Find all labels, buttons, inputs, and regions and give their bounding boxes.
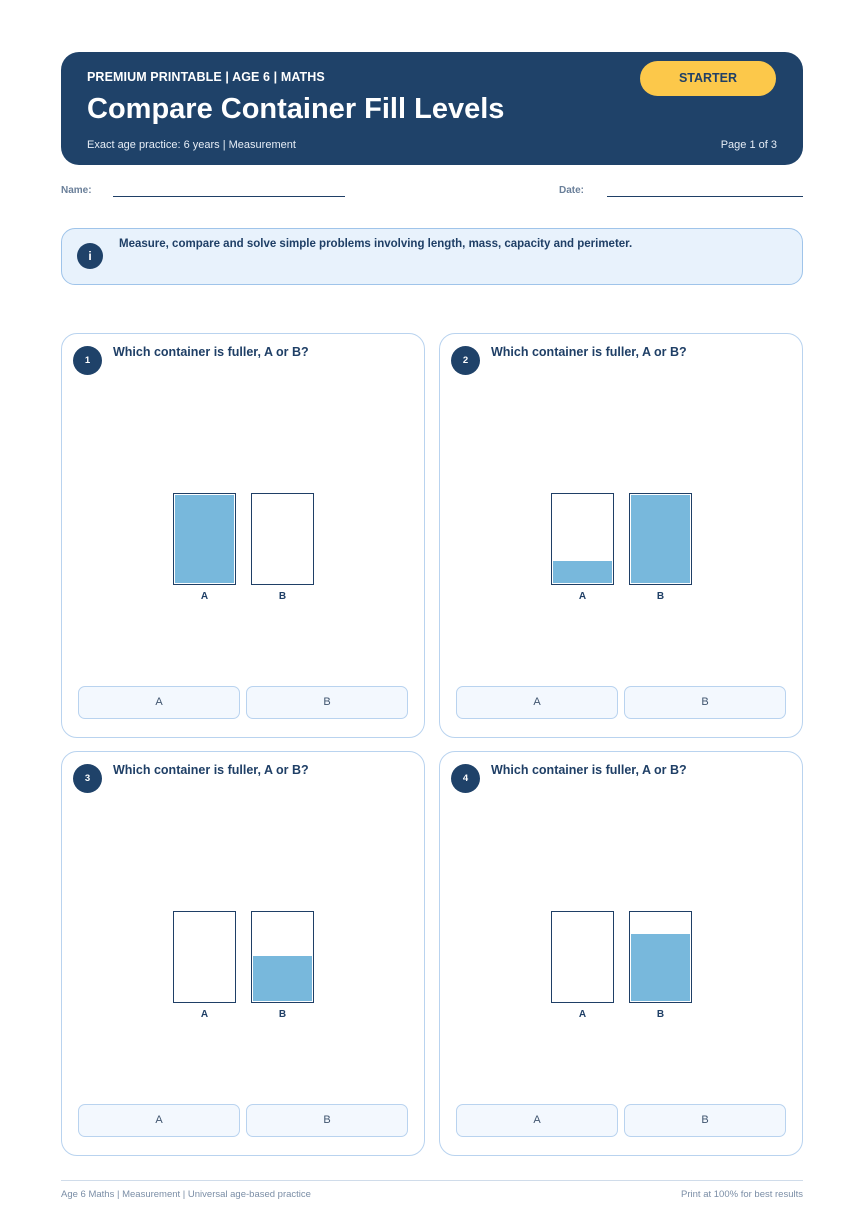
container-a — [551, 911, 614, 1003]
name-field[interactable] — [113, 196, 345, 197]
container-b-label: B — [278, 1009, 287, 1020]
info-icon: i — [77, 243, 103, 269]
question-text: Which container is fuller, A or B? — [491, 345, 687, 359]
question-card-3 — [61, 751, 425, 1156]
question-text: Which container is fuller, A or B? — [113, 763, 309, 777]
answer-option-a[interactable]: A — [456, 686, 618, 719]
answer-option-b[interactable]: B — [246, 686, 408, 719]
question-text: Which container is fuller, A or B? — [491, 763, 687, 777]
answer-option-b[interactable]: B — [624, 686, 786, 719]
water-fill — [253, 956, 312, 1001]
page-title: Compare Container Fill Levels — [87, 93, 505, 125]
answer-option-a[interactable]: A — [456, 1104, 618, 1137]
header-kicker: PREMIUM PRINTABLE | AGE 6 | MATHS — [87, 70, 325, 84]
question-text: Which container is fuller, A or B? — [113, 345, 309, 359]
question-number: 3 — [73, 764, 102, 793]
instruction-box — [61, 228, 803, 285]
footer-divider — [61, 1180, 803, 1181]
question-card-1 — [61, 333, 425, 738]
container-a — [551, 493, 614, 585]
container-b-label: B — [656, 1009, 665, 1020]
question-number: 4 — [451, 764, 480, 793]
water-fill — [553, 561, 612, 584]
container-a-label: A — [578, 591, 587, 602]
container-b-label: B — [656, 591, 665, 602]
header-subtitle: Exact age practice: 6 years | Measurement — [87, 139, 296, 151]
answer-option-a[interactable]: A — [78, 686, 240, 719]
container-b — [629, 911, 692, 1003]
container-b — [629, 493, 692, 585]
footer-left: Age 6 Maths | Measurement | Universal age-based practice — [61, 1189, 311, 1200]
instruction-text: Measure, compare and solve simple problems involving length, mass, capacity and perimeter. — [119, 238, 633, 250]
question-card-2 — [439, 333, 803, 738]
name-label: Name: — [61, 185, 92, 196]
container-a-label: A — [578, 1009, 587, 1020]
question-card-4 — [439, 751, 803, 1156]
container-a — [173, 493, 236, 585]
water-fill — [175, 495, 234, 583]
date-field[interactable] — [607, 196, 803, 197]
answer-option-b[interactable]: B — [624, 1104, 786, 1137]
answer-option-b[interactable]: B — [246, 1104, 408, 1137]
water-fill — [631, 495, 690, 583]
water-fill — [631, 934, 690, 1002]
container-a-label: A — [200, 1009, 209, 1020]
level-badge: STARTER — [640, 61, 776, 96]
question-number: 1 — [73, 346, 102, 375]
container-b-label: B — [278, 591, 287, 602]
container-a — [173, 911, 236, 1003]
page-number: Page 1 of 3 — [720, 139, 777, 151]
footer-right: Print at 100% for best results — [681, 1189, 803, 1200]
answer-option-a[interactable]: A — [78, 1104, 240, 1137]
container-b — [251, 493, 314, 585]
container-b — [251, 911, 314, 1003]
worksheet-header — [61, 52, 803, 165]
date-label: Date: — [559, 185, 585, 196]
question-number: 2 — [451, 346, 480, 375]
container-a-label: A — [200, 591, 209, 602]
